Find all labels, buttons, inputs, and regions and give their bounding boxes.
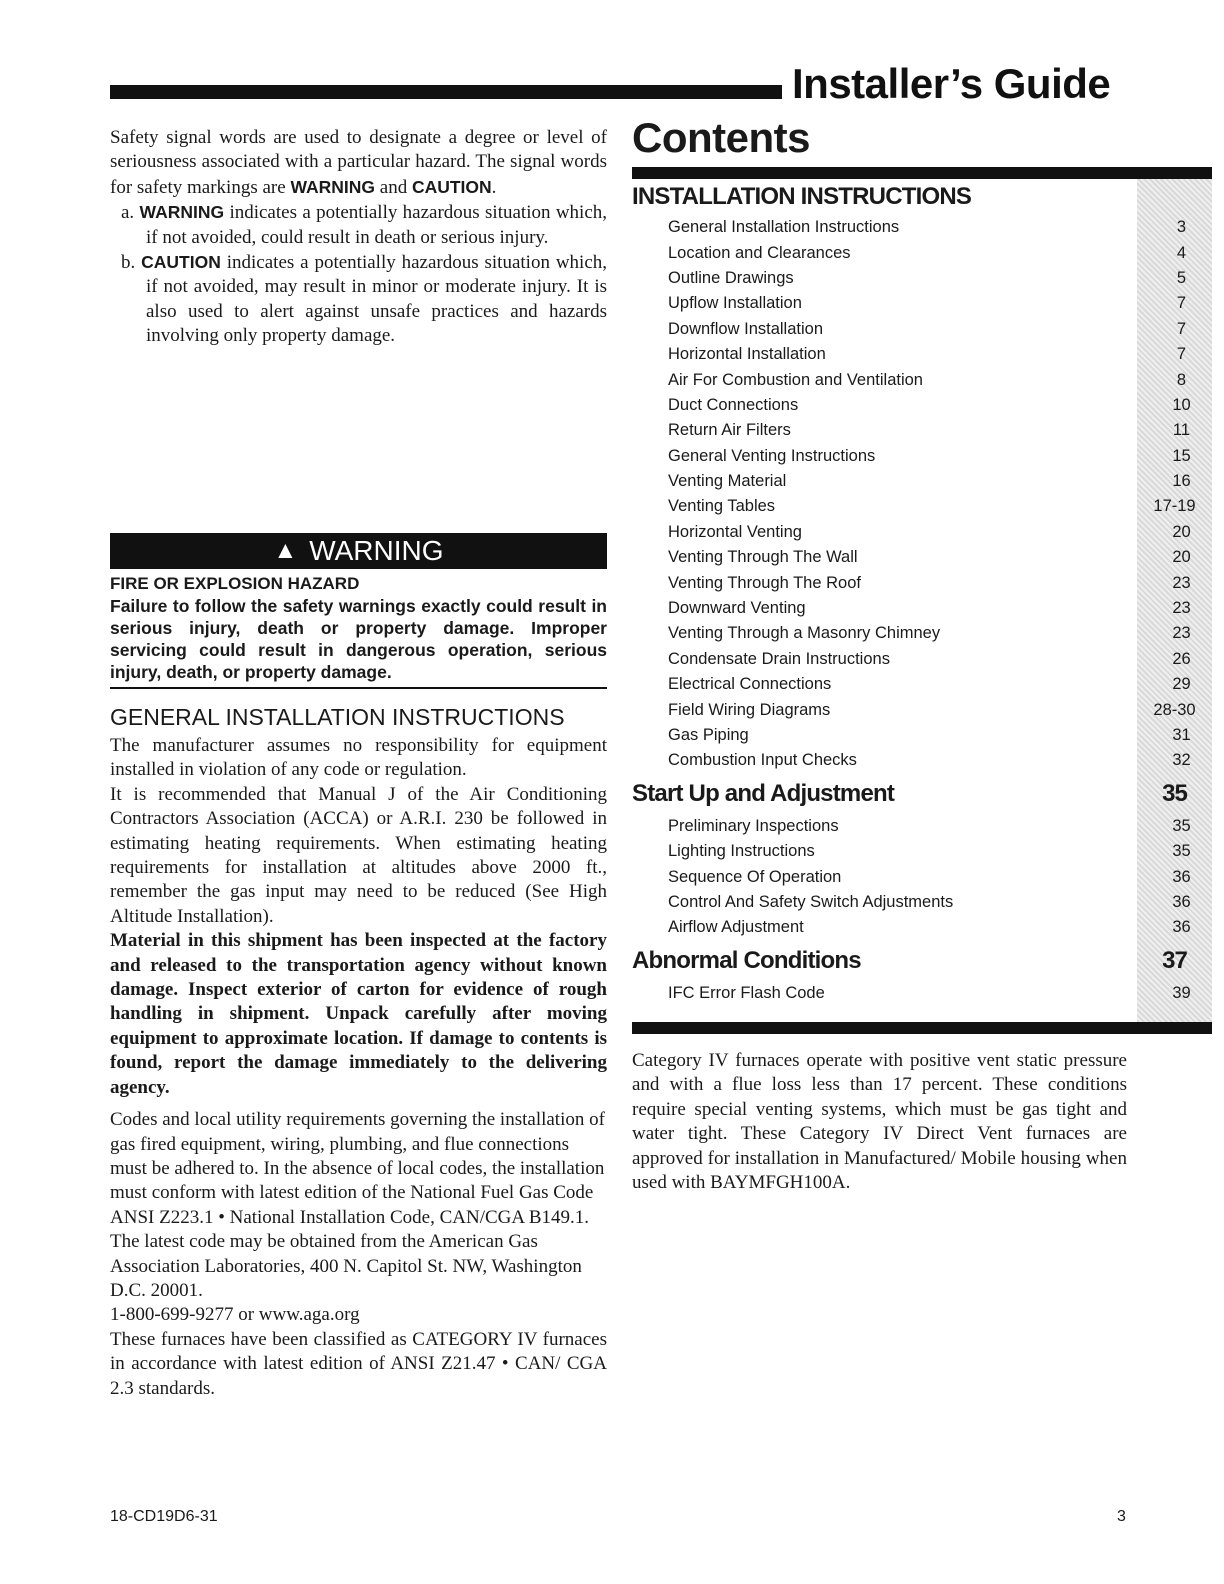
toc-entry xyxy=(632,839,1212,864)
toc-entry-label: Venting Through The Wall xyxy=(668,548,858,567)
signal-word-list xyxy=(110,200,607,348)
toc-entry-page: 36 xyxy=(1172,867,1191,886)
toc-entry xyxy=(632,418,1212,443)
warning-header xyxy=(110,533,607,569)
paragraph: The manufacturer assumes no responsibility for equipment installed in violation of any code or regulation. xyxy=(110,735,607,781)
section-heading: GENERAL INSTALLATION INSTRUCTIONS xyxy=(110,704,565,730)
toc-entry-page: 35 xyxy=(1172,816,1191,835)
toc-entry-page: 8 xyxy=(1176,370,1187,389)
toc-entry xyxy=(632,864,1212,889)
toc-entry-label: IFC Error Flash Code xyxy=(668,983,825,1002)
toc-entry-label: Electrical Connections xyxy=(668,675,832,694)
signal-word-warning: WARNING xyxy=(290,176,376,197)
page-number: 3 xyxy=(1117,1508,1126,1525)
toc-entry-label: Downflow Installation xyxy=(668,319,823,338)
warning-triangle-icon: ▲ xyxy=(273,537,298,564)
toc-entry-label: General Installation Instructions xyxy=(668,218,900,237)
toc-entry xyxy=(632,469,1212,494)
document-number: 18-CD19D6-31 xyxy=(110,1508,218,1525)
toc-entry-label: Outline Drawings xyxy=(668,268,794,287)
warning-text: Failure to follow the safety warnings exactly could result in serious injury, death or property damage. Improper servicing could result in dangerous operation, serious injury, death, or property damage. xyxy=(110,595,607,689)
toc-entry-label: Airflow Adjustment xyxy=(668,918,804,937)
toc-entry-page: 23 xyxy=(1172,624,1191,643)
toc-entry xyxy=(632,545,1212,570)
warning-hazard-title: FIRE OR EXPLOSION HAZARD xyxy=(110,574,360,593)
toc-entry xyxy=(632,367,1212,392)
toc-entry xyxy=(632,317,1212,342)
toc-entry-label: Gas Piping xyxy=(668,726,749,744)
toc-entry-page: 11 xyxy=(1172,421,1191,440)
toc-entry-page: 4 xyxy=(1176,243,1187,262)
toc-entry-page: 29 xyxy=(1172,675,1191,694)
signal-word-caution: CAUTION xyxy=(411,176,492,197)
general-installation-section xyxy=(110,702,607,1401)
toc-entry xyxy=(632,723,1212,748)
toc-entry xyxy=(632,570,1212,595)
toc-entry xyxy=(632,215,1212,240)
toc-entry-label: Air For Combustion and Ventilation xyxy=(668,370,923,389)
contents-top-rule xyxy=(632,167,1212,179)
toc-entry-page: 36 xyxy=(1172,918,1191,937)
toc-entry-page: 39 xyxy=(1172,983,1191,1002)
toc-entry xyxy=(632,291,1212,316)
toc-entry-page: 36 xyxy=(1172,892,1191,911)
toc-entry-page: 23 xyxy=(1172,573,1191,592)
toc-entry-label: Combustion Input Checks xyxy=(668,751,857,770)
contents-title: Contents xyxy=(632,114,810,161)
toc-entry-label: Duct Connections xyxy=(668,395,799,414)
contents-bottom-rule xyxy=(632,1022,1212,1034)
toc-entry xyxy=(632,444,1212,469)
document-title: Installer’s Guide xyxy=(792,60,1111,107)
toc-entry xyxy=(632,915,1212,940)
contact-line: 1-800-699-9277 or www.aga.org xyxy=(110,1304,360,1326)
toc-entry-label: Venting Through The Roof xyxy=(668,573,861,592)
toc-section-page: 35 xyxy=(1162,779,1187,807)
toc-entry-label: Downward Venting xyxy=(668,599,806,618)
toc-entry-page: 7 xyxy=(1176,345,1187,364)
toc-entry xyxy=(632,814,1212,839)
toc-entry-page: 32 xyxy=(1172,751,1191,770)
paragraph: Codes and local utility requirements governing the installation of gas fired equipment, wiring, plumbing, and flue connections must be adhered to. In the absence of local codes, the installation must conform with latest edition of the National Fuel Gas Code ANSI Z223.1 • National Installation Code, CAN/CGA B149.1. The latest code may be obtained from the American Gas Association Laboratories, 400 N. Capitol St. NW, Washington D.C. 20001. xyxy=(110,1109,605,1301)
toc-section-heading: INSTALLATION INSTRUCTIONS xyxy=(632,183,972,210)
signal-words-paragraph: Safety signal words are used to designate a degree or level of seriousness associated with a particular hazard. The signal words for safety markings are WARNING and CAUTION. xyxy=(110,127,607,198)
toc-entry-page: 15 xyxy=(1172,446,1191,465)
toc-entry-label: Field Wiring Diagrams xyxy=(668,700,831,719)
warning-box xyxy=(110,533,607,689)
toc-entry-page: 35 xyxy=(1172,842,1191,861)
toc-entry-label: Horizontal Venting xyxy=(668,522,802,541)
warning-label: WARNING xyxy=(309,535,444,566)
safety-signal-intro xyxy=(110,126,607,349)
toc-entry-page: 7 xyxy=(1176,319,1187,338)
toc-entry-label: Return Air Filters xyxy=(668,421,791,440)
toc-entry-label: Lighting Instructions xyxy=(668,842,815,861)
toc-entry-page: 3 xyxy=(1176,218,1187,237)
toc-entry xyxy=(632,672,1212,697)
toc-section-page: 37 xyxy=(1162,946,1187,974)
toc-entry xyxy=(632,520,1212,545)
toc-entry xyxy=(632,621,1212,646)
toc-entry xyxy=(632,342,1212,367)
toc-entry-label: Venting Through a Masonry Chimney xyxy=(668,624,941,643)
toc-entry xyxy=(632,596,1212,621)
list-item: a. WARNING indicates a potentially hazardous situation which, if not avoided, could result in death or serious injury. xyxy=(121,202,608,248)
toc-entry-page: 28-30 xyxy=(1153,700,1196,719)
toc-entry-page: 10 xyxy=(1172,395,1191,414)
toc-entry-page: 5 xyxy=(1176,268,1187,287)
toc-entry-page: 20 xyxy=(1172,522,1191,541)
toc-entry-label: Venting Material xyxy=(668,472,787,491)
toc-entry-page: 20 xyxy=(1172,548,1191,567)
toc-entry-label: Control And Safety Switch Adjustments xyxy=(668,892,954,911)
paragraph: It is recommended that Manual J of the Air Conditioning Contractors Association (ACCA) or A.R.I. 230 be followed in estimating heating requirements. When estimating heating requirements for installation at altitudes above 2000 ft., remember the gas input may need to be reduced (See High Altitude Installation). xyxy=(110,783,607,927)
toc-entry-label: Horizontal Installation xyxy=(668,345,826,364)
category-iv-note: Category IV furnaces operate with positive vent static pressure and with a flue loss less than 17 percent. These conditions require special venting systems, which must be gas tight and water tight. These Category IV Direct Vent furnaces are approved for installation in Manufactured/ Mobile housing when used with BAYMFGH100A. xyxy=(632,1050,1127,1194)
toc-entry-page: 31 xyxy=(1172,726,1191,744)
toc-entry xyxy=(632,981,1212,1006)
toc-entry-label: Location and Clearances xyxy=(668,243,851,262)
toc-entry-label: Venting Tables xyxy=(668,497,776,516)
toc-entry xyxy=(632,240,1212,265)
header-rule xyxy=(110,85,782,99)
toc-entry-label: Condensate Drain Instructions xyxy=(668,649,890,668)
toc-entry-page: 26 xyxy=(1172,649,1191,668)
toc-entry-label: Sequence Of Operation xyxy=(668,867,842,886)
toc-section-heading: Abnormal Conditions 37 xyxy=(632,941,1212,981)
toc-entry-page: 7 xyxy=(1176,294,1187,313)
table-of-contents xyxy=(632,179,1212,1006)
toc-entry xyxy=(632,890,1212,915)
toc-entry-page: 23 xyxy=(1172,599,1191,618)
toc-entry xyxy=(632,748,1212,773)
toc-entry xyxy=(632,697,1212,722)
toc-entry xyxy=(632,494,1212,519)
toc-entry-label: Upflow Installation xyxy=(668,294,802,313)
toc-entry xyxy=(632,647,1212,672)
toc-entry-label: Preliminary Inspections xyxy=(668,816,839,835)
list-item: b. CAUTION indicates a potentially hazardous situation which, if not avoided, may result in minor or moderate injury. It is also used to alert against unsafe practices and hazards involving only property damage. xyxy=(121,252,608,347)
toc-entry-page: 17-19 xyxy=(1153,497,1196,516)
paragraph: These furnaces have been classified as CATEGORY IV furnaces in accordance with latest edition of ANSI Z21.47 • CAN/ CGA 2.3 standards. xyxy=(110,1328,607,1399)
toc-entry-label: General Venting Instructions xyxy=(668,446,876,465)
shipment-notice: Material in this shipment has been inspected at the factory and released to the transportation agency without known damage. Inspect exterior of carton for evidence of rough handling in shipment. Unpack carefully after moving equipment to approximate location. If damage to contents is found, report the damage immediately to the delivering agency. xyxy=(110,930,607,1098)
toc-section-heading: Start Up and Adjustment 35 xyxy=(632,774,1212,814)
toc-entry xyxy=(632,266,1212,291)
toc-entry-page: 16 xyxy=(1172,472,1191,491)
toc-entry xyxy=(632,393,1212,418)
